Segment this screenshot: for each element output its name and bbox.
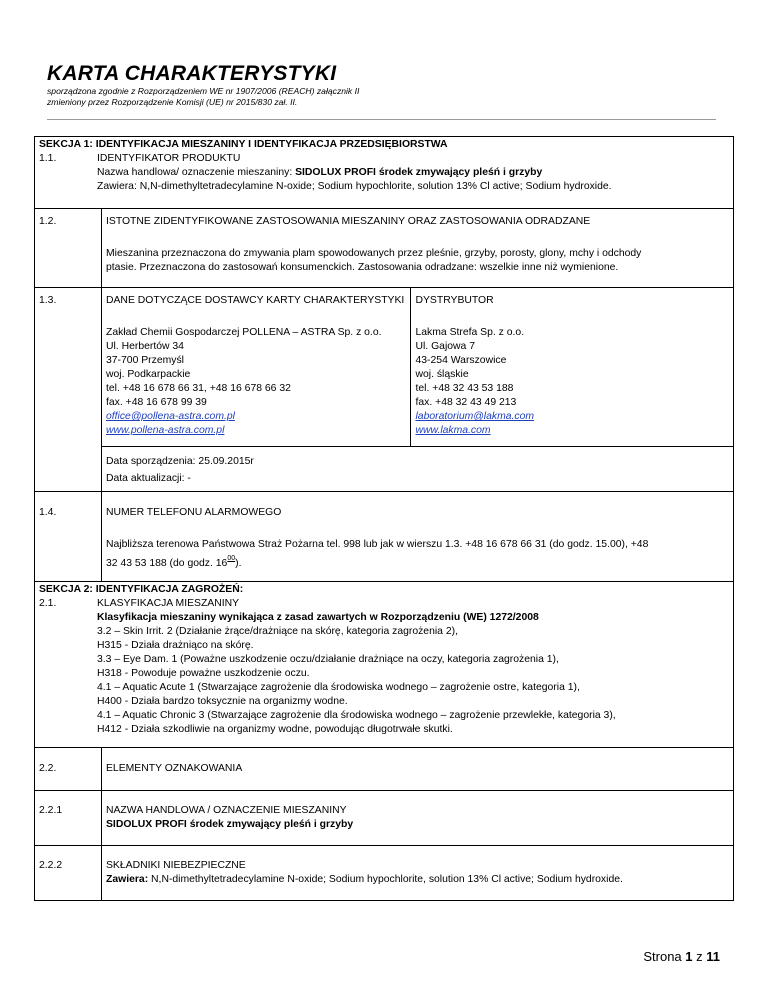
- classification-line: H315 - Działa drażniąco na skórę.: [97, 640, 254, 651]
- title-2-2-1: NAZWA HANDLOWA / OZNACZENIE MIESZANINY: [106, 805, 347, 816]
- date-updated: Data aktualizacji: -: [106, 473, 191, 484]
- contains-line: Zawiera: N,N-dimethyltetradecylamine N-oxide; Sodium hypochlorite, solution 13% Cl active; Sodium hydroxide.: [97, 181, 612, 192]
- cell-2-2-1: [102, 791, 734, 846]
- distributor-www-link[interactable]: www.lakma.com: [415, 425, 491, 436]
- classification-line: H400 - Działa bardzo toksycznie na organizmy wodne.: [97, 696, 348, 707]
- title-1-3-distributor: DYSTRYBUTOR: [415, 295, 494, 306]
- classification-line: 4.1 – Aquatic Chronic 3 (Stwarzające zagrożenie dla środowiska wodnego – zagrożenie przewlekłe, kategoria 3),: [97, 710, 616, 721]
- num-2-2: 2.2.: [35, 748, 102, 791]
- cell-1-3: [102, 288, 734, 492]
- num-2-1: 2.1.: [39, 598, 57, 609]
- supplier-www-link[interactable]: www.pollena-astra.com.pl: [106, 425, 225, 436]
- title-1-3-supplier: DANE DOTYCZĄCE DOSTAWCY KARTY CHARAKTERYSTYKI: [106, 295, 405, 306]
- date-created: Data sporządzenia: 25.09.2015r: [106, 456, 254, 467]
- classification-line: H412 - Działa szkodliwie na organizmy wodne, powodując długotrwałe skutki.: [97, 724, 453, 735]
- classification-line: H318 - Powoduje poważne uszkodzenie oczu.: [97, 668, 310, 679]
- title-2-2-2: SKŁADNIKI NIEBEZPIECZNE: [106, 860, 246, 871]
- title-2-1: KLASYFIKACJA MIESZANINY: [97, 598, 240, 609]
- title-2-2: ELEMENTY OZNAKOWANIA: [102, 748, 734, 791]
- classification-heading: Klasyfikacja mieszaniny wynikająca z zasad zawartych w Rozporządzeniu (WE) 1272/2008: [97, 612, 539, 623]
- section-1: [35, 137, 734, 209]
- uses-line-1: Mieszanina przeznaczona do zmywania plam spowodowanych przez pleśnie, grzyby, porosty, glony, mchy i odchody: [106, 248, 642, 259]
- header-divider: [47, 119, 716, 120]
- cell-2-2-2: [102, 846, 734, 901]
- cell-1-2: [102, 209, 734, 288]
- trade-name: Nazwa handlowa/ oznaczenie mieszaniny: SIDOLUX PROFI środek zmywający pleśń i grzyby: [97, 167, 543, 178]
- classification-line: 3.2 – Skin Irrit. 2 (Działanie żrące/drażniące na skórę, kategoria zagrożenia 2),: [97, 626, 458, 637]
- title-1-1: IDENTYFIKATOR PRODUKTU: [97, 153, 241, 164]
- num-1-3: 1.3.: [35, 288, 102, 492]
- num-2-2-1: 2.2.1: [35, 791, 102, 846]
- num-1-2: 1.2.: [35, 209, 102, 288]
- page-footer: Strona 1 z 11: [643, 949, 720, 964]
- supplier-email-link[interactable]: office@pollena-astra.com.pl: [106, 411, 235, 422]
- page-total: 11: [706, 949, 720, 964]
- trade-name-2: SIDOLUX PROFI środek zmywający pleśń i grzyby: [106, 819, 354, 830]
- cell-1-4: [102, 492, 734, 582]
- document-subtitle: sporządzona zgodnie z Rozporządzeniem WE nr 1907/2006 (REACH) załącznik II zmieniony przez Rozporządzenie Komisji (UE) nr 2015/830 zał. II.: [47, 86, 360, 107]
- title-1-2: ISTOTNE ZIDENTYFIKOWANE ZASTOSOWANIA MIESZANINY ORAZ ZASTOSOWANIA ODRADZANE: [106, 216, 591, 227]
- uses-line-2: ptasie. Przeznaczona do zastosowań konsumenckich. Zastosowania odradzane: wszelkie inne niż wymienione.: [106, 262, 619, 273]
- num-2-2-2: 2.2.2: [35, 846, 102, 901]
- classification-line: 3.3 – Eye Dam. 1 (Poważne uszkodzenie oczu/działanie drażniące na oczy, kategoria zagrożenia 1),: [97, 654, 559, 665]
- hazardous-components: Zawiera: N,N-dimethyltetradecylamine N-oxide; Sodium hypochlorite, solution 13% Cl active; Sodium hydroxide.: [106, 874, 623, 885]
- supplier-block: Zakład Chemii Gospodarczej POLLENA – ASTRA Sp. z o.o. Ul. Herbertów 34 37-700 Przemyśl woj. Podkarpackie tel. +48 16 678 66 31, +48 16 678 66 32 fax. +48 16 678 99 39 office@pollena-astra.com.pl www.pollena-astra.com.pl: [106, 327, 382, 436]
- section-1-row: [35, 137, 734, 209]
- page-number: 1: [685, 949, 693, 964]
- classification-line: 4.1 – Aquatic Acute 1 (Stwarzające zagrożenie dla środowiska wodnego – zagrożenie ostre, kategoria 1),: [97, 682, 580, 693]
- emergency-line-1: Najbliższa terenowa Państwowa Straż Pożarna tel. 998 lub jak w wierszu 1.3. +48 16 678 66 31 (do godz. 15.00), +48: [106, 539, 649, 550]
- emergency-line-2: 32 43 53 188 (do godz. $16^{00}$).: [106, 555, 242, 569]
- document-title: KARTA CHARAKTERYSTYKI: [47, 62, 337, 85]
- distributor-email-link[interactable]: laboratorium@lakma.com: [415, 411, 535, 422]
- section-2-heading: SEKCJA 2: IDENTYFIKACJA ZAGROŻEŃ:: [39, 584, 244, 595]
- num-1-1: 1.1.: [39, 153, 57, 164]
- distributor-block: Lakma Strefa Sp. z o.o. Ul. Gajowa 7 43-254 Warszowice woj. śląskie tel. +48 32 43 53 188 fax. +48 32 43 49 213 laboratorium@lakma.com www.lakma.com: [415, 327, 535, 436]
- title-1-4: NUMER TELEFONU ALARMOWEGO: [106, 507, 282, 518]
- section-1-heading: SEKCJA 1: IDENTYFIKACJA MIESZANINY I IDENTYFIKACJA PRZEDSIĘBIORSTWA: [39, 139, 448, 150]
- section-2: [35, 582, 734, 748]
- num-1-4: 1.4.: [35, 492, 102, 582]
- sds-table: [34, 136, 734, 901]
